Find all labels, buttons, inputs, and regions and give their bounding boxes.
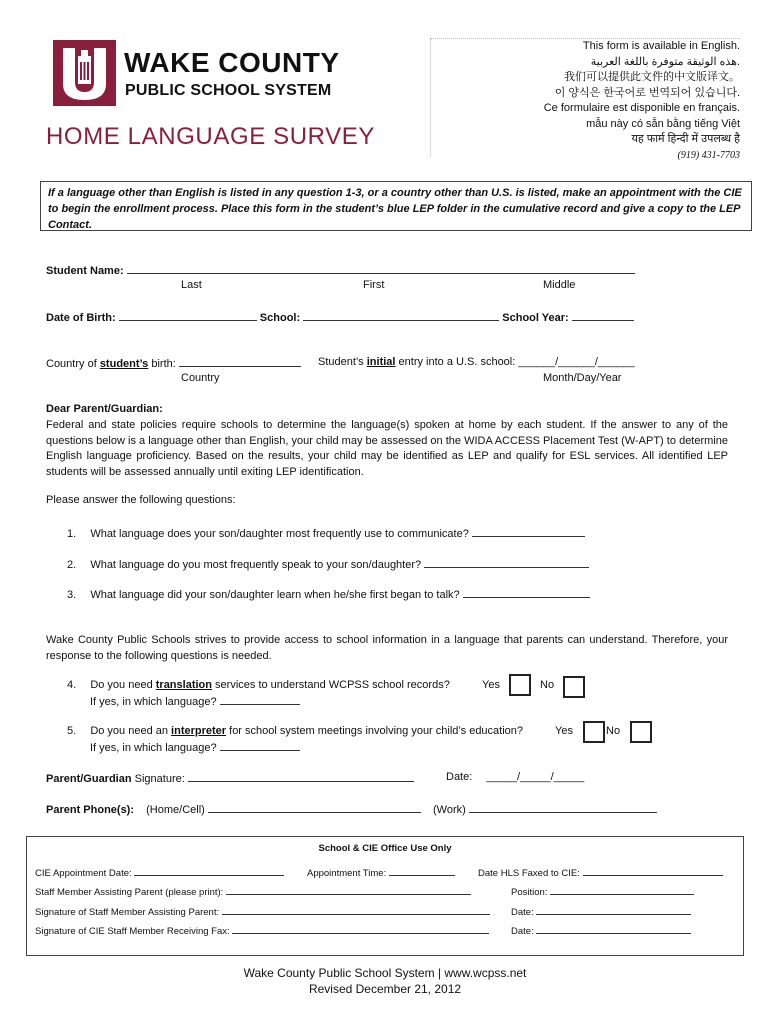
country-label-pre: Country of [46,358,100,370]
wcpss-logo [53,40,116,106]
signature-label-rest: Signature: [131,773,185,785]
cie-appointment-date-label: CIE Appointment Date: [35,868,132,879]
entry-label-pre: Student’s [318,356,367,368]
entry-date-caption: Month/Day/Year [543,372,622,384]
school-year-field[interactable] [572,310,634,321]
question-3 [67,587,590,601]
entry-row [318,356,635,368]
home-cell-phone-field[interactable] [208,802,421,813]
instruction-notice: If a language other than English is listed in any question 1-3, or a country other than U.S. is listed, make an appointment with the CIE to begin the enrollment process. Place this form in the student’s blue LEP folder in the cumulative record and give a copy to the LEP Contact. [40,181,752,231]
work-phone-field[interactable] [469,802,657,813]
hls-faxed-label: Date HLS Faxed to CIE: [478,868,580,879]
question-1 [67,526,585,540]
country-caption: Country [181,372,220,384]
question-text: What language does your son/daughter most frequently use to communicate? [90,528,469,540]
staff-signature-row [35,906,490,918]
question-text: What language do you most frequently speak to your son/daughter? [90,559,422,571]
date-label: Date: [511,926,534,937]
staff-assisting-row [35,886,471,898]
signature-label-bold: Parent/Guardian [46,773,132,785]
school-building-icon [53,40,116,106]
signature-date-row [446,771,584,783]
phone-number: (919) 431-7703 [677,149,740,161]
question-1-answer[interactable] [472,526,585,537]
question-text-post: for school system meetings involving your child’s education? [226,725,524,737]
parent-signature-field[interactable] [188,771,414,782]
staff-signature-date-field[interactable] [536,906,691,915]
staff-signature-field[interactable] [222,906,490,915]
question-2-answer[interactable] [424,557,589,568]
signature-date-field[interactable]: _____/_____/_____ [486,771,585,783]
availability-french: Ce formulaire est disponible en français. [543,102,740,114]
entry-date-field[interactable]: ______/______/______ [518,356,635,368]
staff-signature-label: Signature of Staff Member Assisting Parent: [35,907,220,918]
student-name-row [46,263,635,277]
question-number: 1. [67,528,77,540]
question-number: 5. [67,725,77,737]
question-5 [67,725,523,737]
salutation: Dear Parent/Guardian: [46,403,163,415]
q5-no-label: No [606,725,621,737]
availability-hindi: यह फार्म हिन्दी में उपलब्ध है [631,133,740,145]
language-availability-box [430,38,740,161]
parent-phone-row [46,802,657,816]
date-label: Date: [446,771,473,783]
dob-label: Date of Birth: [46,312,116,324]
question-text-pre: Do you need an [90,725,172,737]
q5-yes-label: Yes [555,725,573,737]
entry-label-post: entry into a U.S. school: [395,356,516,368]
country-label-emph: student’s [99,358,149,370]
question-number: 3. [67,589,77,601]
position-field[interactable] [550,886,694,895]
question-2 [67,557,589,571]
staff-assisting-field[interactable] [226,886,471,895]
availability-chinese: 我们可以提供此文件的中文版译文。 [564,71,740,83]
entry-label-emph: initial [366,356,396,368]
question-4-followup [90,694,300,708]
please-answer: Please answer the following questions: [46,494,236,506]
footer-line-2: Revised December 21, 2012 [308,982,462,996]
question-5-language-field[interactable] [220,740,300,751]
country-label-post: birth: [148,358,176,370]
availability-arabic: هذه الوثيقة متوفرة باللغة العربية. [590,55,740,68]
school-year-label: School Year: [502,312,569,324]
appointment-time-field[interactable] [389,867,455,876]
position-row [511,886,694,898]
parent-signature-row [46,771,414,785]
appointment-time-row [307,867,455,879]
office-use-heading: School & CIE Office Use Only [318,843,452,854]
question-text-emph: translation [155,679,212,691]
work-label: (Work) [433,804,466,816]
q4-yes-checkbox[interactable] [509,674,531,696]
question-number: 4. [67,679,77,691]
q4-yes-label: Yes [482,679,500,691]
first-name-caption: First [363,279,385,291]
dob-school-row [46,310,634,324]
dob-field[interactable] [119,310,257,321]
school-label: School: [259,312,301,324]
cie-signature-date-row [511,925,691,937]
country-birth-row [46,356,301,370]
last-name-caption: Last [181,279,202,291]
followup-label: If yes, in which language? [90,696,217,708]
cie-signature-row [35,925,489,937]
cie-appointment-date-row [35,867,284,879]
cie-signature-field[interactable] [232,925,489,934]
q5-no-checkbox[interactable] [630,721,652,743]
brand-subtitle: PUBLIC SCHOOL SYSTEM [125,82,332,99]
country-birth-field[interactable] [179,356,301,367]
question-text-post: services to understand WCPSS school records? [211,679,450,691]
q4-no-label: No [540,679,555,691]
followup-label: If yes, in which language? [90,742,217,754]
school-field[interactable] [303,310,499,321]
question-number: 2. [67,559,77,571]
student-name-label: Student Name: [46,265,124,277]
date-label: Date: [511,907,534,918]
question-5-followup [90,740,300,754]
cie-signature-label: Signature of CIE Staff Member Receiving Fax: [35,926,230,937]
student-name-field[interactable] [127,263,635,274]
footer-line-1: Wake County Public School System | www.wcpss.net [243,966,527,980]
cie-appointment-date-field[interactable] [134,867,284,876]
question-4 [67,679,450,691]
office-use-box [26,836,744,956]
hls-faxed-row [478,867,723,879]
question-text-emph: interpreter [171,725,227,737]
letter-body: Federal and state policies require schools to determine the language(s) spoken at home by each student. If the answer to any of the questions below is a language other than English, your child may be assessed on the WIDA ACCESS Placement Test (W-APT) to determine English language proficiency. Based on the results, your child may be identified as LEP and qualify for ESL services. All identified LEP students will be assessed annually until exiting LEP identification. [46,419,728,478]
page-title: HOME LANGUAGE SURVEY [46,123,375,150]
staff-assisting-label: Staff Member Assisting Parent (please print): [35,887,224,898]
brand-name: WAKE COUNTY [124,47,340,78]
question-4-language-field[interactable] [220,694,300,705]
question-3-answer[interactable] [463,587,590,598]
question-text-pre: Do you need [90,679,156,691]
availability-korean: 이 양식은 한국어로 번역되어 있습니다. [554,86,740,99]
strives-paragraph: Wake County Public Schools strives to provide access to school information in a language that parents can understand. Therefore, your response to the following questions is needed. [46,634,728,662]
appointment-time-label: Appointment Time: [307,868,387,879]
availability-vietnamese: mẫu này có sẵn bằng tiếng Việt [586,117,740,130]
hls-faxed-field[interactable] [583,867,723,876]
staff-signature-date-row [511,906,691,918]
q4-no-checkbox[interactable] [563,676,585,698]
middle-name-caption: Middle [543,279,576,291]
availability-english: This form is available in English. [582,40,740,52]
home-cell-label: (Home/Cell) [146,804,205,816]
q5-yes-checkbox[interactable] [583,721,605,743]
cie-signature-date-field[interactable] [536,925,691,934]
question-text: What language did your son/daughter learn when he/she first began to talk? [90,589,460,601]
position-label: Position: [511,887,548,898]
phone-label: Parent Phone(s): [46,804,135,816]
